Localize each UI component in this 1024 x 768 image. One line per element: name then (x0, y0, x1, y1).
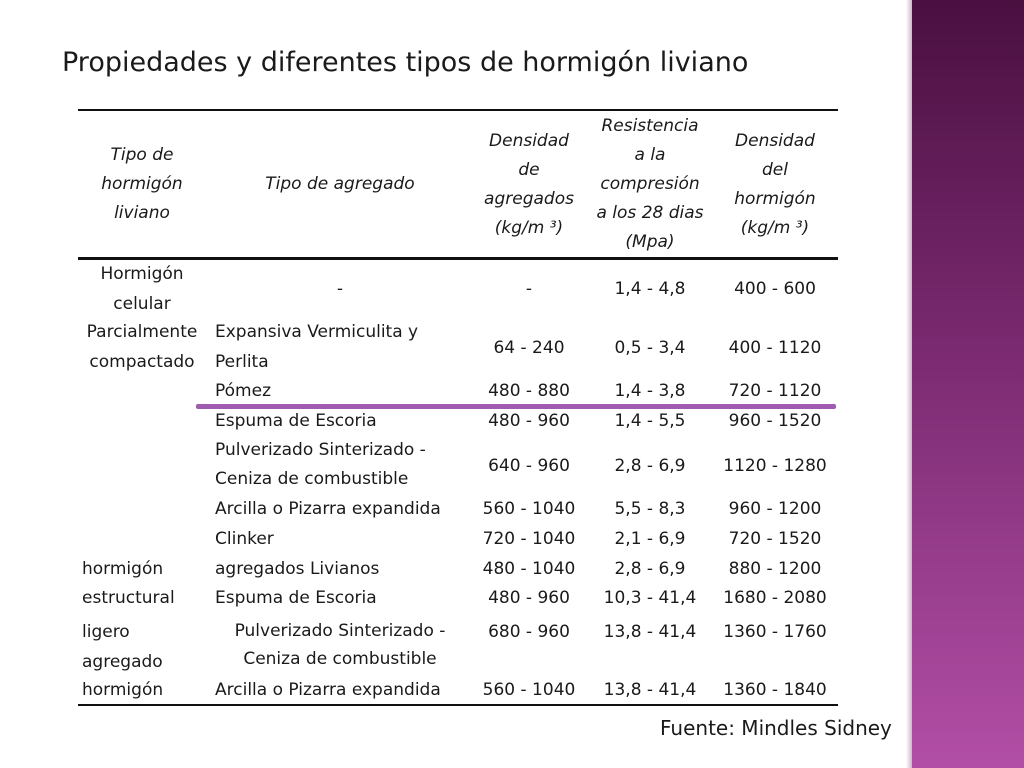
type-label-estructural-2: estructural (82, 588, 175, 608)
header-densidad-agregados-line-1: Densidad (489, 130, 569, 151)
type-label-estructural-3: ligero (82, 622, 130, 642)
type-label-estructural-1: hormigón (82, 559, 164, 579)
header-densidad-hormigon-line-1: Densidad (735, 130, 815, 151)
row-8-densidad-hormigon: 1680 - 2080 (723, 588, 827, 608)
row-0-densidad-hormigon: 400 - 600 (734, 279, 816, 299)
row-8-densidad-agregados: 480 - 960 (488, 588, 570, 608)
header-densidad-agregados-line-4: (kg/m ³) (494, 217, 564, 238)
header-tipo-hormigon-line-1: Tipo de (110, 145, 174, 165)
row-6-densidad-agregados: 720 - 1040 (482, 529, 576, 549)
row-10-densidad-hormigon: 1360 - 1840 (723, 680, 827, 700)
header-tipo-hormigon (78, 112, 206, 257)
row-9-densidad-agregados: 680 - 960 (488, 622, 570, 642)
header-tipo-agregado-line-1: Tipo de agregado (265, 174, 415, 194)
row-5-resistencia: 5,5 - 8,3 (614, 499, 686, 519)
header-densidad-agregados (470, 112, 588, 257)
row-10-resistencia: 13,8 - 41,4 (603, 680, 697, 700)
header-densidad-hormigon-line-2: del (762, 159, 788, 180)
header-tipo-agregado (212, 112, 468, 257)
row-8-resistencia: 10,3 - 41,4 (603, 588, 697, 608)
header-densidad-hormigon (716, 112, 834, 257)
type-label-celular-1: Hormigón (100, 264, 184, 284)
row-4-densidad-agregados: 640 - 960 (488, 456, 570, 476)
header-densidad-agregados-line-3: agregados (484, 188, 574, 209)
header-tipo-hormigon-line-2: hormigón (101, 174, 183, 194)
row-0-agregado: - (336, 279, 344, 299)
type-label-estructural-5: hormigón (82, 680, 164, 700)
row-7-resistencia: 2,8 - 6,9 (614, 559, 686, 579)
row-3-resistencia: 1,4 - 5,5 (614, 411, 686, 431)
header-resistencia-line-4: a los 28 dias (596, 203, 704, 223)
row-7-densidad-agregados: 480 - 1040 (482, 559, 576, 579)
row-3-agregado: Espuma de Escoria (215, 411, 377, 431)
row-0-resistencia: 1,4 - 4,8 (614, 279, 686, 299)
header-densidad-hormigon-line-3: hormigón (734, 188, 816, 209)
row-3-densidad-agregados: 480 - 960 (488, 411, 570, 431)
header-tipo-hormigon-line-3: liviano (114, 203, 170, 223)
row-1-densidad-hormigon: 400 - 1120 (728, 338, 822, 358)
row-1-agregado-line-1: Expansiva Vermiculita y (215, 322, 419, 342)
row-6-densidad-hormigon: 720 - 1520 (728, 529, 822, 549)
row-2-densidad-hormigon: 720 - 1120 (728, 381, 822, 401)
row-7-agregado: agregados Livianos (215, 559, 380, 579)
row-0-densidad-agregados: - (525, 279, 533, 299)
row-7-densidad-hormigon: 880 - 1200 (728, 559, 822, 579)
row-10-densidad-agregados: 560 - 1040 (482, 680, 576, 700)
row-2-densidad-agregados: 480 - 880 (488, 381, 570, 401)
header-resistencia-line-1: Resistencia (601, 116, 699, 136)
row-1-resistencia: 0,5 - 3,4 (614, 338, 686, 358)
row-6-resistencia: 2,1 - 6,9 (614, 529, 686, 549)
table-top-rule (78, 109, 838, 111)
row-4-densidad-hormigon: 1120 - 1280 (723, 456, 827, 476)
row-4-agregado-line-2: Ceniza de combustible (215, 469, 409, 489)
header-resistencia-line-3: compresión (600, 174, 700, 194)
type-label-celular-2: celular (113, 294, 171, 314)
row-4-agregado-line-1: Pulverizado Sinterizado - (215, 440, 426, 460)
row-2-agregado: Pómez (215, 381, 271, 401)
type-label-estructural-4: agregado (82, 652, 163, 672)
row-4-resistencia: 2,8 - 6,9 (614, 456, 686, 476)
row-5-agregado: Arcilla o Pizarra expandida (215, 499, 441, 519)
type-label-parcial-2: compactado (89, 352, 195, 372)
row-5-densidad-agregados: 560 - 1040 (482, 499, 576, 519)
row-9-resistencia: 13,8 - 41,4 (603, 622, 697, 642)
sidebar-shadow (906, 0, 912, 768)
header-resistencia (588, 112, 712, 257)
row-9-agregado-line-1: Pulverizado Sinterizado - (234, 621, 446, 641)
header-resistencia-line-5: (Mpa) (625, 232, 675, 252)
row-9-agregado-line-2: Ceniza de combustible (243, 649, 437, 669)
row-5-densidad-hormigon: 960 - 1200 (728, 499, 822, 519)
header-densidad-hormigon-line-4: (kg/m ³) (740, 217, 810, 238)
type-label-parcial-1: Parcialmente (86, 322, 198, 342)
decorative-sidebar (912, 0, 1024, 768)
row-2-resistencia: 1,4 - 3,8 (614, 381, 686, 401)
row-10-agregado: Arcilla o Pizarra expandida (215, 680, 441, 700)
row-3-densidad-hormigon: 960 - 1520 (728, 411, 822, 431)
row-1-agregado-line-2: Perlita (215, 352, 269, 372)
row-1-densidad-agregados: 64 - 240 (493, 338, 565, 358)
row-8-agregado: Espuma de Escoria (215, 588, 377, 608)
header-resistencia-line-2: a la (634, 145, 666, 165)
row-9-densidad-hormigon: 1360 - 1760 (723, 622, 827, 642)
header-densidad-agregados-line-2: de (518, 159, 540, 180)
row-6-agregado: Clinker (215, 529, 274, 549)
slide-title: Propiedades y diferentes tipos de hormigón liviano (62, 47, 749, 78)
source-citation: Fuente: Mindles Sidney (660, 716, 892, 740)
